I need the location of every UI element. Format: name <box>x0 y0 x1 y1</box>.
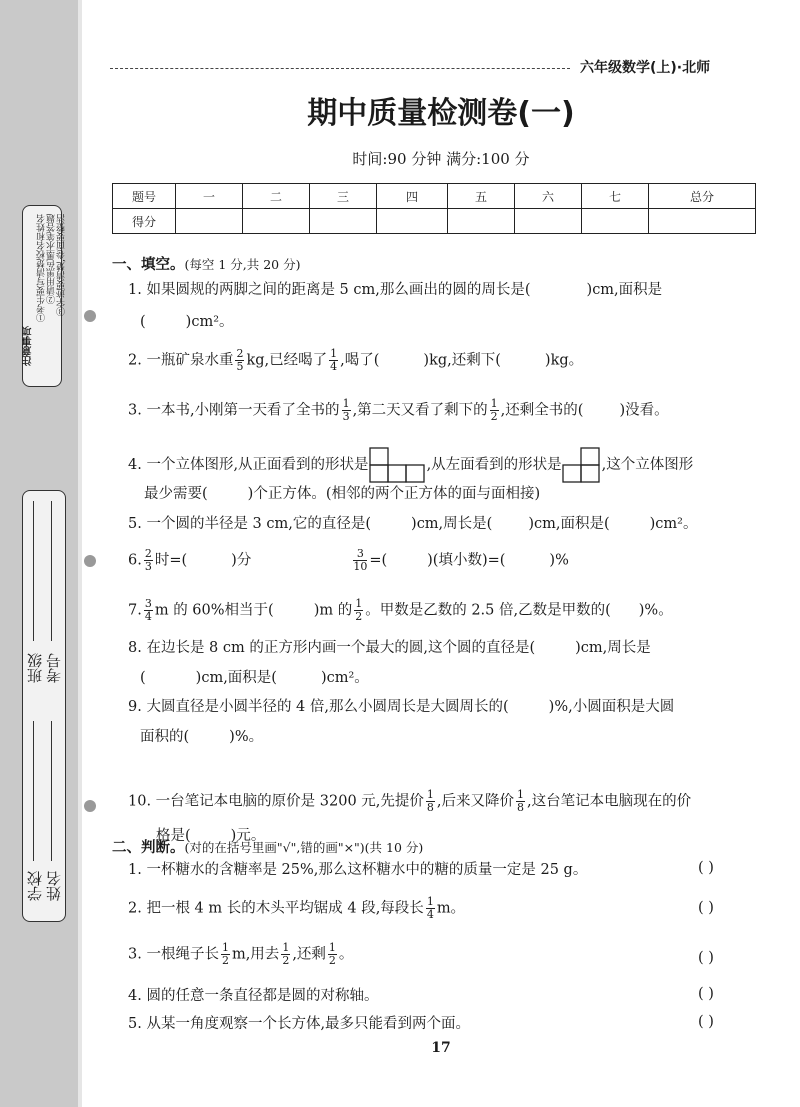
q5-text: 5. 一个圆的半径是 3 cm,它的直径是( <box>128 516 372 532</box>
q2-text: ,喝了( <box>340 352 380 369</box>
section-2-title: 二、判断。 <box>112 840 185 856</box>
score-row-label: 得分 <box>113 209 176 234</box>
j3-text: ,还剩 <box>292 946 326 963</box>
q9-text: 面积的( <box>140 729 190 745</box>
q5-text: )cm²。 <box>649 516 698 532</box>
q2-text: )kg,还剩下( <box>423 352 501 369</box>
page-number: 17 <box>431 1040 451 1056</box>
q2-text: )kg。 <box>544 352 584 369</box>
q3-text: 3. 一本书,小刚第一天看了全书的 <box>128 402 340 419</box>
name-line <box>33 721 35 861</box>
q8-text: 8. 在边长是 8 cm 的正方形内画一个最大的圆,这个圆的直径是( <box>128 640 536 656</box>
q6-text: 时=( <box>154 552 188 569</box>
note-3: ③字迹要清楚,卷面要整洁 <box>57 214 67 316</box>
q2-text: kg,已经喝了 <box>246 352 328 369</box>
exam-id-label: 考号 <box>45 653 63 683</box>
question-8-cont <box>140 668 369 688</box>
notes-box <box>22 205 67 387</box>
answer-paren-1[interactable]: ( ) <box>698 860 714 876</box>
fraction: $\frac{3}{4}$ <box>144 597 152 623</box>
note-1: ①考生要写清楚校名和姓名 <box>37 214 47 322</box>
judge-5 <box>128 1014 470 1034</box>
left-view-shape <box>562 447 602 483</box>
fraction: $\frac{1}{4}$ <box>330 347 338 373</box>
judge-4 <box>128 986 378 1006</box>
q8-text: )cm,周长是 <box>575 640 651 656</box>
q1-text: ( <box>140 314 146 330</box>
q7-text: m 的 60%相当于( <box>154 602 274 619</box>
fraction: $\frac{1}{2}$ <box>328 941 336 967</box>
j2-text: 2. 把一根 4 m 长的木头平均锯成 4 段,每段长 <box>128 900 424 917</box>
student-info-box <box>22 490 66 922</box>
q10-text: 10. 一台笔记本电脑的原价是 3200 元,先提价 <box>128 793 424 810</box>
score-cell: 二 <box>243 184 310 209</box>
question-9 <box>128 697 674 717</box>
question-9-cont <box>140 727 263 747</box>
score-cell: 三 <box>310 184 377 209</box>
q10-text: ,后来又降价 <box>436 793 515 810</box>
school-line <box>33 501 35 641</box>
judge-3 <box>128 942 353 967</box>
score-input-cell[interactable] <box>310 209 377 234</box>
score-cell: 六 <box>515 184 582 209</box>
section-2-note: (对的在括号里画"√",错的画"×")(共 10 分) <box>184 840 424 855</box>
q4-text: 最少需要( <box>144 486 208 502</box>
name-label: 姓名 <box>45 871 63 901</box>
fraction: $\frac{1}{2}$ <box>355 597 363 623</box>
q9-text: 9. 大圆直径是小圆半径的 4 倍,那么小圆周长是大圆周长的( <box>128 699 509 715</box>
j2-text: m。 <box>436 900 466 917</box>
question-1 <box>128 280 662 300</box>
answer-paren-2[interactable]: ( ) <box>698 900 714 916</box>
q6-text: )分 <box>231 552 252 569</box>
score-cell: 总分 <box>649 184 756 209</box>
score-table-header-row <box>113 184 756 209</box>
id-line <box>51 721 53 861</box>
q6-text: )% <box>549 552 569 569</box>
q9-text: )%。 <box>229 729 264 745</box>
q2-text: 2. 一瓶矿泉水重 <box>128 352 234 369</box>
q3-text: ,还剩全书的( <box>500 402 584 419</box>
section-1-heading <box>112 253 300 274</box>
score-input-cell[interactable] <box>582 209 649 234</box>
score-cell: 题号 <box>113 184 176 209</box>
judge-1 <box>128 860 587 880</box>
class-line <box>51 501 53 641</box>
q5-text: )cm,面积是( <box>528 516 610 532</box>
j3-text: 3. 一根绳子长 <box>128 946 219 963</box>
score-input-cell[interactable] <box>515 209 582 234</box>
score-cell: 四 <box>377 184 448 209</box>
fraction: $\frac{1}{2}$ <box>221 941 229 967</box>
question-4-cont <box>144 484 540 504</box>
q6-text: =( <box>369 552 388 569</box>
question-1-cont <box>140 312 234 332</box>
score-input-cell[interactable] <box>243 209 310 234</box>
score-table-score-row <box>113 209 756 234</box>
q4-text: )个正方体。(相邻的两个正方体的面与面相接) <box>247 486 541 502</box>
q4-text: ,这个立体图形 <box>601 457 694 473</box>
question-6 <box>128 548 569 573</box>
score-input-cell[interactable] <box>377 209 448 234</box>
section-1-title: 一、填空。 <box>112 257 185 273</box>
fraction: $\frac{1}{8}$ <box>517 788 525 814</box>
q6-text: )(填小数)=( <box>427 552 506 569</box>
section-2-heading <box>112 836 423 857</box>
q1-text: 1. 如果圆规的两脚之间的距离是 5 cm,那么画出的圆的周长是( <box>128 282 531 298</box>
section-1-note: (每空 1 分,共 20 分) <box>184 257 301 272</box>
q3-text: ,第二天又看了剩下的 <box>352 402 488 419</box>
q7-text: )m 的 <box>313 602 353 619</box>
class-label: 班级 <box>26 653 44 683</box>
q8-text: )cm²。 <box>320 670 369 686</box>
binding-hole-2 <box>84 555 96 567</box>
q1-text: )cm²。 <box>185 314 234 330</box>
fraction: $\frac{1}{3}$ <box>342 397 350 423</box>
q10-text: ,这台笔记本电脑现在的价 <box>527 793 692 810</box>
fraction: $\frac{1}{2}$ <box>282 941 290 967</box>
fraction: $\frac{1}{4}$ <box>426 895 434 921</box>
q7-text: 7. <box>128 602 142 619</box>
answer-paren-3[interactable]: ( ) <box>698 950 714 966</box>
q4-text: 4. 一个立体图形,从正面看到的形状是 <box>128 457 369 473</box>
question-8 <box>128 638 651 658</box>
answer-paren-5[interactable]: ( ) <box>698 1014 714 1030</box>
j5-text: 5. 从某一角度观察一个长方体,最多只能看到两个面。 <box>128 1016 471 1032</box>
score-input-cell[interactable] <box>448 209 515 234</box>
binding-hole-1 <box>84 310 96 322</box>
judge-2 <box>128 896 465 921</box>
q5-text: )cm,周长是( <box>411 516 493 532</box>
score-input-cell[interactable] <box>176 209 243 234</box>
school-label: 学校 <box>26 871 44 901</box>
notes-title: 注意事项 <box>23 326 34 366</box>
page-title: 期中质量检测卷(一) <box>307 96 575 131</box>
j3-text: 。 <box>338 946 354 963</box>
j3-text: m,用去 <box>231 946 280 963</box>
q8-text: ( <box>140 670 146 686</box>
question-3 <box>128 398 669 423</box>
j4-text: 4. 圆的任意一条直径都是圆的对称轴。 <box>128 988 379 1004</box>
question-10 <box>128 789 691 814</box>
q7-text: 。甲数是乙数的 2.5 倍,乙数是甲数的( <box>365 602 611 619</box>
score-cell: 一 <box>176 184 243 209</box>
q6-text: 6. <box>128 552 142 569</box>
fraction: $\frac{1}{8}$ <box>426 788 434 814</box>
fraction: $\frac{2}{5}$ <box>236 347 244 373</box>
q3-text: )没看。 <box>619 402 669 419</box>
front-view-shape <box>369 447 427 483</box>
note-2: ②请用黑色墨水笔答题 <box>47 214 57 304</box>
grade-label: 六年级数学(上)·北师 <box>580 60 711 76</box>
q7-text: )%。 <box>638 602 673 619</box>
q4-text: ,从左面看到的形状是 <box>426 457 562 473</box>
q8-text: )cm,面积是( <box>195 670 277 686</box>
score-cell: 七 <box>582 184 649 209</box>
question-2 <box>128 348 583 373</box>
q10-text: )元。 <box>230 828 266 844</box>
j1-text: 1. 一杯糖水的含糖率是 25%,那么这杯糖水中的糖的质量一定是 25 g。 <box>128 862 588 878</box>
exam-time-score: 时间:90 分钟 满分:100 分 <box>352 150 530 168</box>
fraction: $\frac{1}{2}$ <box>490 397 498 423</box>
q9-text: )%,小圆面积是大圆 <box>548 699 675 715</box>
question-5 <box>128 514 697 534</box>
header-dashed-rule <box>110 68 570 69</box>
question-7 <box>128 598 673 623</box>
score-table <box>112 183 756 234</box>
binding-hole-3 <box>84 800 96 812</box>
question-4 <box>128 447 693 483</box>
score-input-cell[interactable] <box>649 209 756 234</box>
fraction: $\frac{3}{10}$ <box>353 547 368 573</box>
fraction: $\frac{2}{3}$ <box>144 547 152 573</box>
answer-paren-4[interactable]: ( ) <box>698 986 714 1002</box>
q10-text: 格是( <box>156 828 191 844</box>
score-cell: 五 <box>448 184 515 209</box>
q1-text: )cm,面积是 <box>586 282 663 298</box>
